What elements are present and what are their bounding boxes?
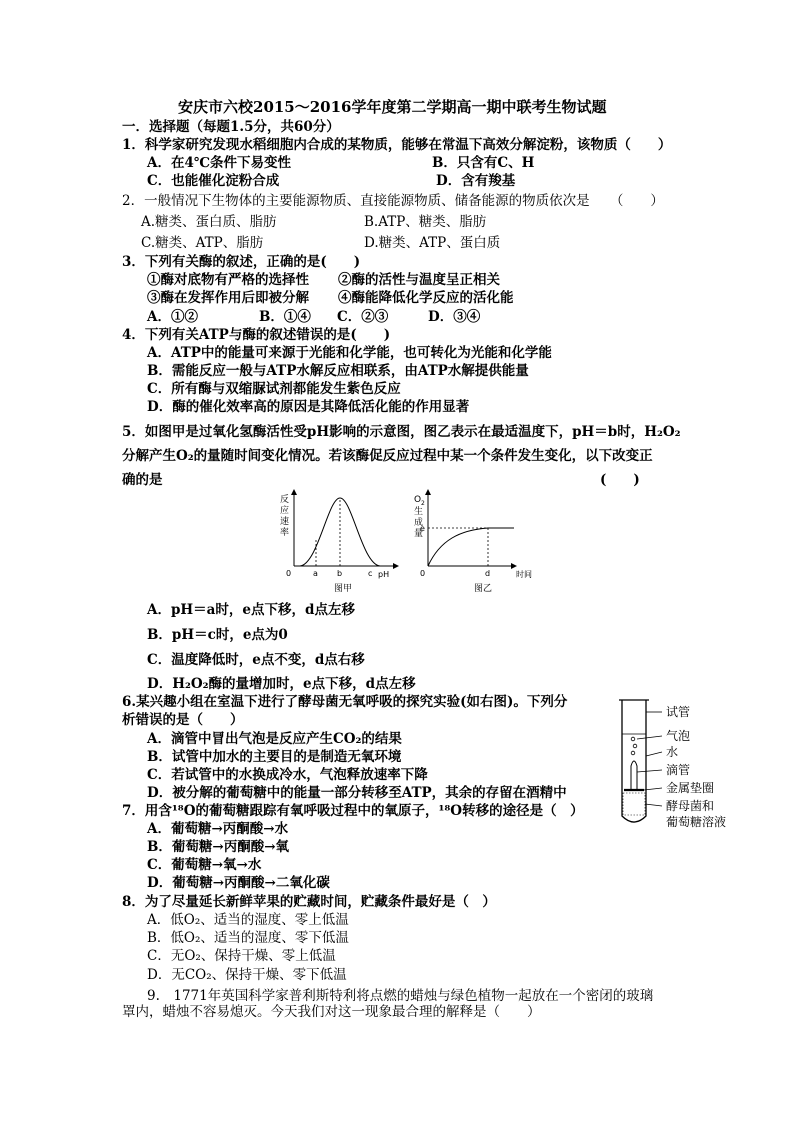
q8-stem: 8．为了尽量延长新鲜苹果的贮藏时间，贮藏条件最好是（ ） bbox=[122, 894, 496, 910]
q2-option-c: C.糖类、ATP、脂肪 bbox=[141, 235, 264, 251]
q5-option-c: C．温度降低时，e点不变，d点右移 bbox=[147, 652, 365, 668]
q6-option-a: A．滴管中冒出气泡是反应产生CO₂的结果 bbox=[147, 731, 402, 747]
yi-origin: 0 bbox=[420, 569, 426, 578]
q7-stem: 7．用含¹⁸O的葡萄糖跟踪有氧呼吸过程中的氧原子，¹⁸O转移的途径是（ ） bbox=[122, 803, 584, 819]
yi-curve bbox=[428, 528, 514, 566]
yi-tick-e: e bbox=[420, 524, 425, 533]
jia-tick-c: c bbox=[368, 569, 373, 578]
q9-stem-line2: 罩内，蜡烛不容易熄灭。今天我们对这一现象最合理的解释是（ ） bbox=[122, 1004, 541, 1020]
q3-stem: 3．下列有关酶的叙述，正确的是( ) bbox=[122, 254, 361, 270]
q6-stem-line1: 6.某兴趣小组在室温下进行了酵母菌无氧呼吸的探究实验(如右图)。下列分 bbox=[122, 694, 568, 710]
jia-tick-a: a bbox=[313, 569, 318, 578]
tube-labels bbox=[666, 705, 726, 829]
yi-x-unit: 时间 bbox=[516, 570, 532, 579]
q6-option-d: D．被分解的葡萄糖中的能量一部分转移至ATP，其余的存留在酒精中 bbox=[147, 785, 567, 801]
q3-statement-3: ③酶在发挥作用后即被分解 bbox=[147, 290, 309, 306]
label-metal-washer: 金属垫圈 bbox=[666, 781, 715, 795]
q9-stem-line1: 9. 1771年英国科学家普利斯特利将点燃的蜡烛与绿色植物一起放在一个密闭的玻璃 bbox=[147, 988, 654, 1004]
q4-option-b: B．需能反应一般与ATP水解反应相联系，由ATP水解提供能量 bbox=[147, 363, 529, 379]
bubbles bbox=[631, 737, 637, 755]
q3-option-b: B．①④ bbox=[259, 309, 311, 325]
q4-option-c: C．所有酶与双缩脲试剂都能发生紫色反应 bbox=[147, 381, 401, 397]
yeast-tube-diagram bbox=[612, 694, 772, 834]
label-yeast: 酵母菌和 bbox=[666, 799, 715, 813]
q8-option-c: C．无O₂、保持干燥、零上低温 bbox=[147, 948, 336, 964]
q4-stem: 4．下列有关ATP与酶的叙述错误的是( ) bbox=[122, 327, 391, 343]
figure-yi bbox=[410, 488, 550, 598]
jia-ylabel bbox=[280, 493, 289, 538]
q2-stem: 2．一般情况下生物体的主要能源物质、直接能源物质、储备能源的物质依次是 （ ） bbox=[122, 193, 664, 209]
q5-stem-line1: 5．如图甲是过氧化氢酶活性受pH影响的示意图，图乙表示在最适温度下，pH＝b时，H₂O₂ bbox=[122, 424, 681, 440]
q8-option-a: A．低O₂、适当的湿度、零上低温 bbox=[147, 912, 349, 928]
yi-ylabel-char: 量 bbox=[414, 529, 424, 539]
q3-statement-1: ①酶对底物有严格的选择性 bbox=[147, 272, 309, 288]
q4-option-a: A．ATP中的能量可来源于光能和化学能，也可转化为光能和化学能 bbox=[147, 345, 552, 361]
jia-caption: 图甲 bbox=[334, 584, 353, 594]
page-title: 安庆市六校2015～2016学年度第二学期高一期中联考生物试题 bbox=[178, 98, 607, 116]
jia-tick-b: b bbox=[337, 569, 343, 578]
label-glucose-solution: 葡萄糖溶液 bbox=[666, 815, 727, 829]
dropper bbox=[631, 761, 637, 790]
q5-answer-paren: ( ) bbox=[600, 472, 640, 488]
q2-option-a: A.糖类、蛋白质、脂肪 bbox=[141, 214, 277, 230]
figure-jia bbox=[270, 488, 410, 598]
q2-option-b: B.ATP、糖类、脂肪 bbox=[364, 214, 487, 230]
q8-option-d: D．无CO₂、保持干燥、零下低温 bbox=[147, 967, 347, 983]
label-water: 水 bbox=[666, 745, 679, 759]
q3-option-c: C．②③ bbox=[337, 309, 389, 325]
yi-ylabel-char: 生 bbox=[414, 507, 424, 517]
q4-option-d: D．酶的催化效率高的原因是其降低活化能的作用显著 bbox=[147, 399, 470, 415]
q1-option-d: D．含有羧基 bbox=[436, 173, 516, 189]
jia-origin: 0 bbox=[286, 569, 292, 578]
q7-option-d: D．葡萄糖→丙酮酸→二氧化碳 bbox=[147, 875, 330, 891]
q6-stem-line2: 析错误的是（ ） bbox=[122, 712, 244, 728]
jia-x-unit: pH bbox=[378, 570, 390, 579]
q5-option-b: B．pH＝c时，e点为0 bbox=[147, 627, 288, 643]
yi-ylabel-sub: 2 bbox=[421, 500, 425, 507]
q3-statement-2: ②酶的活性与温度呈正相关 bbox=[338, 272, 500, 288]
yeast-solution bbox=[623, 793, 645, 815]
q1-option-c: C．也能催化淀粉合成 bbox=[147, 173, 280, 189]
q5-stem-line3: 确的是 bbox=[122, 472, 163, 488]
q6-option-b: B．试管中加水的主要目的是制造无氧环境 bbox=[147, 749, 402, 765]
q5-stem-line2: 分解产生O₂的量随时间变化情况。若该酶促反应过程中某一个条件发生变化，以下改变正 bbox=[122, 448, 653, 464]
q7-option-a: A．葡萄糖→丙酮酸→水 bbox=[147, 821, 289, 837]
q5-option-d: D．H₂O₂酶的量增加时，e点下移，d点左移 bbox=[147, 676, 416, 692]
jia-ylabel-char: 率 bbox=[280, 528, 290, 538]
label-dropper: 滴管 bbox=[666, 763, 691, 777]
q2-option-d: D.糖类、ATP、蛋白质 bbox=[364, 235, 501, 251]
q5-option-a: A．pH＝a时，e点下移，d点左移 bbox=[147, 602, 355, 618]
yi-tick-d: d bbox=[485, 569, 491, 578]
label-test-tube: 试管 bbox=[666, 705, 691, 719]
leader-lines bbox=[637, 712, 662, 806]
q1-option-a: A．在4℃条件下易变性 bbox=[147, 155, 292, 171]
yi-caption: 图乙 bbox=[474, 584, 493, 594]
q6-option-c: C．若试管中的水换成冷水，气泡释放速率下降 bbox=[147, 767, 428, 783]
q7-option-b: B．葡萄糖→丙酮酸→氧 bbox=[147, 839, 290, 855]
yi-ylabel-char: 成 bbox=[414, 518, 424, 528]
q7-option-c: C．葡萄糖→氧→水 bbox=[147, 857, 262, 873]
yi-ylabel-char: O bbox=[414, 495, 422, 505]
label-bubble: 气泡 bbox=[666, 729, 691, 743]
q1-option-b: B．只含有C、H bbox=[432, 155, 535, 171]
jia-ylabel-char: 应 bbox=[280, 506, 290, 516]
q3-option-a: A．①② bbox=[147, 309, 198, 325]
q1-stem: 1．科学家研究发现水稻细胞内合成的某物质，能够在常温下高效分解淀粉，该物质（ ） bbox=[122, 137, 672, 153]
section-heading: 一．选择题（每题1.5分，共60分） bbox=[122, 119, 340, 135]
q8-option-b: B．低O₂、适当的湿度、零下低温 bbox=[147, 930, 349, 946]
jia-ylabel-char: 速 bbox=[280, 517, 290, 527]
q3-option-d: D．③④ bbox=[428, 309, 481, 325]
q3-statement-4: ④酶能降低化学反应的活化能 bbox=[338, 290, 514, 306]
jia-ylabel-char: 反 bbox=[280, 495, 290, 505]
